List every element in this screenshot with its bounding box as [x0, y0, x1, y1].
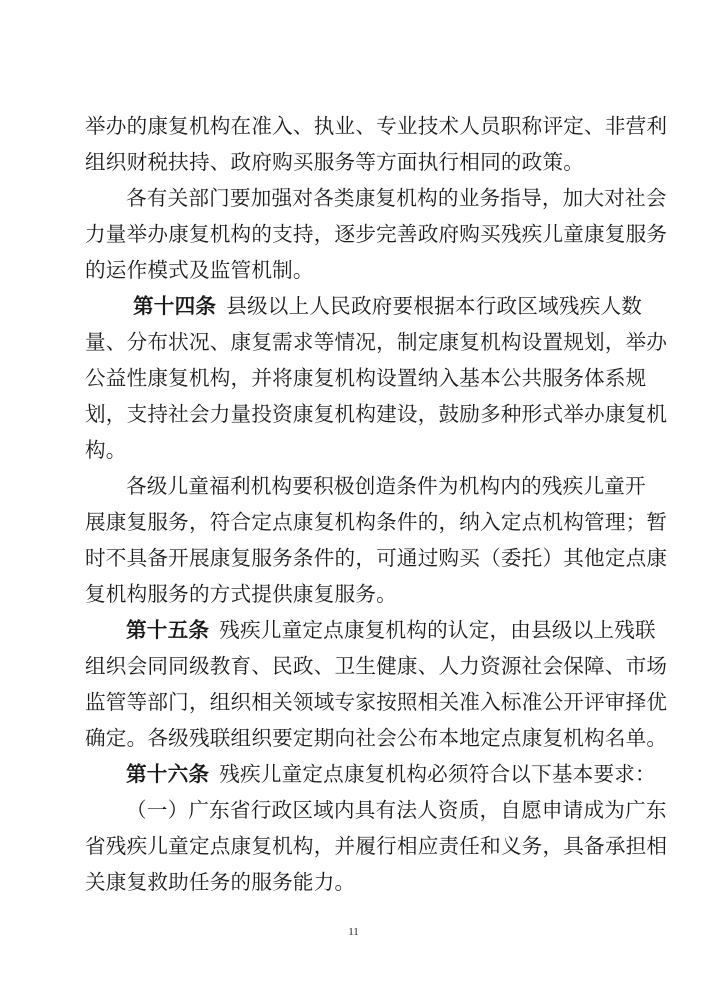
page-number: 11	[348, 926, 359, 938]
text-line: 组织会同同级教育、民政、卫生健康、人力资源社会保障、市场	[85, 654, 668, 678]
text-line	[133, 292, 642, 320]
text-line: 各有关部门要加强对各类康复机构的业务指导，加大对社会	[126, 186, 667, 210]
article-heading: 第十六条	[126, 762, 210, 786]
text-line: 时不具备开展康复服务条件的，可通过购买（委托）其他定点康	[85, 546, 668, 570]
text-line: 监管等部门，组织相关领域专家按照相关准入标准公开评审择优	[85, 690, 668, 714]
text-line: 划，支持社会力量投资康复机构建设，鼓励多种形式举办康复机	[85, 402, 668, 426]
article-text: 残疾儿童定点康复机构必须符合以下基本要求：	[219, 762, 656, 786]
text-line: 举办的康复机构在准入、执业、专业技术人员职称评定、非营利	[85, 114, 668, 138]
text-line: 复机构服务的方式提供康复服务。	[85, 582, 397, 606]
text-line: 确定。各级残联组织要定期向社会公布本地定点康复机构名单。	[85, 726, 668, 750]
text-line: 量、分布状况、康复需求等情况，制定康复机构设置规划，举办	[85, 330, 668, 354]
text-line: 力量举办康复机构的支持，逐步完善政府购买残疾儿童康复服务	[85, 222, 668, 246]
article-text: 残疾儿童定点康复机构的认定，由县级以上残联	[219, 618, 656, 642]
text-line	[126, 760, 656, 788]
article-heading: 第十四条	[133, 294, 217, 318]
text-line	[126, 616, 656, 644]
article-text: 县级以上人民政府要根据本行政区域残疾人数	[226, 294, 643, 318]
text-line: 组织财税扶持、政府购买服务等方面执行相同的政策。	[85, 150, 585, 174]
text-line: 展康复服务，符合定点康复机构条件的，纳入定点机构管理；暂	[85, 510, 668, 534]
text-line: 的运作模式及监管机制。	[85, 258, 314, 282]
text-line: 省残疾儿童定点康复机构，并履行相应责任和义务，具备承担相	[85, 834, 668, 858]
article-heading: 第十五条	[126, 618, 210, 642]
text-line: 公益性康复机构，并将康复机构设置纳入基本公共服务体系规	[85, 366, 647, 390]
text-line: 各级儿童福利机构要积极创造条件为机构内的残疾儿童开	[126, 474, 646, 498]
text-line: 关康复救助任务的服务能力。	[85, 870, 356, 894]
text-line: （一）广东省行政区域内具有法人资质，自愿申请成为广东	[126, 798, 667, 822]
text-line: 构。	[85, 438, 127, 462]
